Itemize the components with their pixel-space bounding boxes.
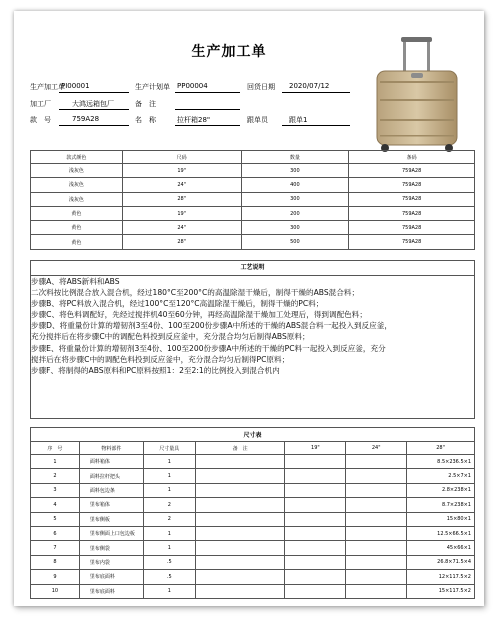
cell-color: 浅灰色 — [31, 178, 123, 192]
cell-size: 28" — [122, 192, 241, 206]
column-header: 尺寸量具 — [143, 442, 195, 455]
factory-label: 加工厂 — [30, 100, 51, 108]
remark-label: 备 注 — [135, 100, 156, 108]
document-page — [14, 11, 484, 606]
cell-size-28: 45×66×1 — [407, 541, 475, 555]
cell-part: 里布内袋 — [79, 555, 143, 569]
cell-size-24 — [346, 512, 407, 526]
table-row — [31, 541, 475, 555]
cell-size-24 — [346, 498, 407, 512]
cell-size-19 — [285, 455, 346, 469]
cell-measure: 1 — [143, 526, 195, 540]
cell-color: 黄色 — [31, 206, 123, 220]
table-row — [31, 498, 475, 512]
process-line: 步骤E、将重量份计算的增韧剂3至4份、100至200份步骤A中所述的干燥的PC料一起投入到反应釜，充分 — [31, 343, 386, 353]
column-header: 序 号 — [31, 442, 80, 455]
plan-no-value: PP00004 — [177, 82, 208, 90]
cell-remark — [195, 512, 285, 526]
process-line: 搅拌后在将步骤C中的调配色料投到反应釜中，充分混合均匀后制得PC原料； — [31, 354, 290, 364]
cell-size-28: 2.8×238×1 — [407, 483, 475, 497]
cell-barcode: 759A28 — [349, 178, 475, 192]
cell-part: 里布侧面上口包边板 — [79, 526, 143, 540]
order-no-value: PI00001 — [61, 82, 90, 90]
size-table — [30, 441, 475, 599]
cell-remark — [195, 555, 285, 569]
follower-label: 跟单员 — [247, 116, 268, 124]
cell-measure: 1 — [143, 483, 195, 497]
cell-barcode: 759A28 — [349, 235, 475, 249]
table-row — [31, 483, 475, 497]
cell-barcode: 759A28 — [349, 221, 475, 235]
process-line: 步骤A、将ABS新料和ABS — [31, 277, 120, 286]
cell-index: 7 — [31, 541, 80, 555]
cell-size-28: 12.5×66.5×1 — [407, 526, 475, 540]
cell-measure: .5 — [143, 570, 195, 584]
cell-index: 6 — [31, 526, 80, 540]
cell-size-24 — [346, 555, 407, 569]
process-line: 步骤D、将重量份计算的增韧剂3至4份、100至200份步骤A中所述的干燥的ABS混合料一起投入到反应釜， — [31, 321, 392, 331]
style-no-value: 759A28 — [72, 115, 100, 123]
table-row — [31, 221, 475, 235]
cell-remark — [195, 498, 285, 512]
cell-size: 19" — [122, 164, 241, 178]
cell-color: 黄色 — [31, 221, 123, 235]
cell-remark — [195, 570, 285, 584]
cell-part: 面料包边条 — [79, 483, 143, 497]
process-line: 步骤C、将色料调配好，先经过搅拌机40至60分钟，再经高温除湿干燥加工处理后，得到调配色料； — [31, 310, 367, 320]
cell-part: 里布侧袋 — [79, 541, 143, 555]
cell-size-24 — [346, 455, 407, 469]
plan-no-label: 生产计划单 — [135, 83, 170, 91]
cell-measure: 1 — [143, 541, 195, 555]
factory-value: 大鸿远箱包厂 — [72, 100, 114, 108]
cell-barcode: 759A28 — [349, 192, 475, 206]
name-label: 名 称 — [135, 116, 156, 124]
cell-index: 4 — [31, 498, 80, 512]
cell-measure: 2 — [143, 512, 195, 526]
process-line: 充分搅拌后在将步骤C中的调配色料投到反应釜中，充分混合均匀后制得ABS原料； — [31, 332, 310, 342]
cell-part: 里布侧板 — [79, 512, 143, 526]
column-header: 数量 — [241, 151, 349, 164]
cell-size-24 — [346, 570, 407, 584]
cell-remark — [195, 455, 285, 469]
process-line: 步骤B、将PC料放入混合机，经过100°C至120°C高温除湿干燥后，制得干燥的PC料； — [31, 299, 324, 309]
column-header: 19" — [285, 442, 346, 455]
cell-part: 里布箱体 — [79, 498, 143, 512]
cell-size: 28" — [122, 235, 241, 249]
document-title: 生产加工单 — [191, 44, 267, 60]
cell-color: 浅灰色 — [31, 192, 123, 206]
order-no-label: 生产加工单 — [30, 83, 65, 91]
cell-quantity: 300 — [241, 192, 349, 206]
cell-quantity: 500 — [241, 235, 349, 249]
cell-size-28: 12×117.5×2 — [407, 570, 475, 584]
cell-index: 8 — [31, 555, 80, 569]
cell-size-19 — [285, 498, 346, 512]
cell-quantity: 200 — [241, 206, 349, 220]
cell-part: 里布底面料 — [79, 570, 143, 584]
cell-barcode: 759A28 — [349, 206, 475, 220]
table-row — [31, 555, 475, 569]
color-quantity-table — [30, 150, 475, 250]
cell-size-19 — [285, 526, 346, 540]
cell-size-19 — [285, 483, 346, 497]
cell-index: 10 — [31, 584, 80, 598]
cell-part: 里布底面料 — [79, 584, 143, 598]
cell-size-24 — [346, 469, 407, 483]
cell-remark — [195, 584, 285, 598]
column-header: 28" — [407, 442, 475, 455]
cell-size-24 — [346, 526, 407, 540]
cell-size-28: 8.5×236.5×1 — [407, 455, 475, 469]
cell-size-19 — [285, 570, 346, 584]
table-row — [31, 512, 475, 526]
cell-color: 黄色 — [31, 235, 123, 249]
column-header: 条码 — [349, 151, 475, 164]
process-title: 工艺说明 — [30, 260, 475, 276]
cell-size: 24" — [122, 178, 241, 192]
table-row — [31, 455, 475, 469]
table-row — [31, 164, 475, 178]
cell-size-24 — [346, 541, 407, 555]
cell-size-24 — [346, 483, 407, 497]
cell-quantity: 300 — [241, 164, 349, 178]
column-header: 24" — [346, 442, 407, 455]
table-row — [31, 206, 475, 220]
cell-size-28: 15×117.5×2 — [407, 584, 475, 598]
cell-size-19 — [285, 555, 346, 569]
cell-size-28: 8.7×238×1 — [407, 498, 475, 512]
cell-part: 面料拉杆把头 — [79, 469, 143, 483]
cell-size-28: 2.5×7×1 — [407, 469, 475, 483]
return-date-label: 回货日期 — [247, 83, 275, 91]
table-row — [31, 469, 475, 483]
cell-index: 1 — [31, 455, 80, 469]
cell-quantity: 400 — [241, 178, 349, 192]
cell-measure: 1 — [143, 455, 195, 469]
column-header: 款式颜色 — [31, 151, 123, 164]
cell-size: 24" — [122, 221, 241, 235]
table-row — [31, 192, 475, 206]
cell-quantity: 300 — [241, 221, 349, 235]
process-line: 二次料按比例混合放入混合机，经过180°C至200°C的高温除湿干燥后，制得干燥的ABS混合料； — [31, 288, 360, 298]
suitcase-image — [369, 37, 469, 155]
cell-measure: .5 — [143, 555, 195, 569]
cell-color: 浅灰色 — [31, 164, 123, 178]
cell-size-28: 15×80×1 — [407, 512, 475, 526]
cell-index: 9 — [31, 570, 80, 584]
cell-index: 5 — [31, 512, 80, 526]
table-row — [31, 235, 475, 249]
cell-index: 3 — [31, 483, 80, 497]
column-header: 尺码 — [122, 151, 241, 164]
cell-remark — [195, 469, 285, 483]
cell-remark — [195, 483, 285, 497]
name-value: 拉杆箱28" — [177, 116, 211, 124]
cell-measure: 2 — [143, 498, 195, 512]
return-date-value: 2020/07/12 — [289, 82, 330, 90]
size-table-title: 尺寸表 — [30, 427, 475, 442]
cell-size-24 — [346, 584, 407, 598]
cell-remark — [195, 526, 285, 540]
cell-size-28: 26.8×71.5×4 — [407, 555, 475, 569]
cell-size-19 — [285, 469, 346, 483]
table-row — [31, 178, 475, 192]
process-body — [30, 276, 475, 419]
table-row — [31, 570, 475, 584]
cell-size-19 — [285, 512, 346, 526]
cell-index: 2 — [31, 469, 80, 483]
column-header: 备 注 — [195, 442, 285, 455]
table-row — [31, 526, 475, 540]
column-header: 物料部件 — [79, 442, 143, 455]
cell-size-19 — [285, 541, 346, 555]
process-line: 步骤F、将制得的ABS原料和PC原料按照1：2至2:1的比例投入到混合机内 — [31, 365, 280, 375]
cell-remark — [195, 541, 285, 555]
cell-barcode: 759A28 — [349, 164, 475, 178]
cell-size-19 — [285, 584, 346, 598]
cell-part: 面料箱体 — [79, 455, 143, 469]
style-no-label: 款 号 — [30, 116, 51, 124]
cell-measure: 1 — [143, 469, 195, 483]
cell-measure: 1 — [143, 584, 195, 598]
cell-size: 19" — [122, 206, 241, 220]
follower-value: 跟单1 — [289, 116, 308, 124]
table-row — [31, 584, 475, 598]
process-section — [30, 260, 475, 419]
